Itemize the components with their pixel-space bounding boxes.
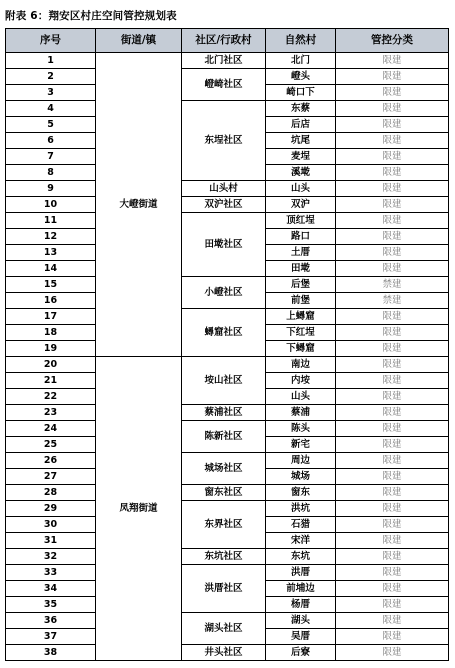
- table-row: [6, 453, 449, 469]
- control-cell: 限建: [336, 309, 449, 325]
- community-cell: 东界社区: [182, 501, 266, 549]
- row-index: 22: [6, 389, 96, 405]
- community-cell: 小嶝社区: [182, 277, 266, 309]
- village-cell: 洪坑: [266, 501, 336, 517]
- table-header-row: [6, 29, 449, 53]
- control-cell: 限建: [336, 597, 449, 613]
- village-cell: 南边: [266, 357, 336, 373]
- village-cell: 杨厝: [266, 597, 336, 613]
- community-cell: 井头社区: [182, 645, 266, 661]
- row-index: 26: [6, 453, 96, 469]
- control-cell: 限建: [336, 117, 449, 133]
- village-cell: 下红埕: [266, 325, 336, 341]
- row-index: 8: [6, 165, 96, 181]
- table-row: [6, 405, 449, 421]
- village-cell: 坑尾: [266, 133, 336, 149]
- control-cell: 限建: [336, 53, 449, 69]
- control-cell: 限建: [336, 405, 449, 421]
- control-cell: 限建: [336, 581, 449, 597]
- village-cell: 山头: [266, 389, 336, 405]
- table-row: [6, 213, 449, 229]
- row-index: 2: [6, 69, 96, 85]
- village-cell: 崎口下: [266, 85, 336, 101]
- village-cell: 周边: [266, 453, 336, 469]
- table-row: [6, 101, 449, 117]
- row-index: 24: [6, 421, 96, 437]
- community-cell: 蟳窟社区: [182, 309, 266, 357]
- control-cell: 禁建: [336, 293, 449, 309]
- header-community: 社区/行政村: [182, 29, 266, 53]
- control-cell: 限建: [336, 437, 449, 453]
- table-row: [6, 565, 449, 581]
- community-cell: 窗东社区: [182, 485, 266, 501]
- village-cell: 窗东: [266, 485, 336, 501]
- table-row: [6, 69, 449, 85]
- village-cell: 土厝: [266, 245, 336, 261]
- row-index: 37: [6, 629, 96, 645]
- village-cell: 路口: [266, 229, 336, 245]
- village-cell: 东坑: [266, 549, 336, 565]
- row-index: 27: [6, 469, 96, 485]
- control-cell: 限建: [336, 421, 449, 437]
- village-cell: 下蟳窟: [266, 341, 336, 357]
- control-cell: 限建: [336, 613, 449, 629]
- row-index: 10: [6, 197, 96, 213]
- row-index: 34: [6, 581, 96, 597]
- village-cell: 山头: [266, 181, 336, 197]
- control-cell: 限建: [336, 501, 449, 517]
- street-cell: 凤翔街道: [96, 357, 182, 661]
- header-village: 自然村: [266, 29, 336, 53]
- community-cell: 北门社区: [182, 53, 266, 69]
- control-cell: 禁建: [336, 277, 449, 293]
- row-index: 1: [6, 53, 96, 69]
- table-row: [6, 645, 449, 661]
- control-cell: 限建: [336, 341, 449, 357]
- control-cell: 限建: [336, 357, 449, 373]
- header-street: 街道/镇: [96, 29, 182, 53]
- village-control-table: [5, 28, 449, 661]
- table-row: [6, 181, 449, 197]
- community-cell: 东坑社区: [182, 549, 266, 565]
- control-cell: 限建: [336, 261, 449, 277]
- row-index: 14: [6, 261, 96, 277]
- table-row: [6, 53, 449, 69]
- row-index: 21: [6, 373, 96, 389]
- village-cell: 田墘: [266, 261, 336, 277]
- control-cell: 限建: [336, 229, 449, 245]
- community-cell: 东埕社区: [182, 101, 266, 181]
- village-cell: 石猎: [266, 517, 336, 533]
- control-cell: 限建: [336, 245, 449, 261]
- row-index: 12: [6, 229, 96, 245]
- control-cell: 限建: [336, 149, 449, 165]
- village-cell: 后店: [266, 117, 336, 133]
- row-index: 19: [6, 341, 96, 357]
- row-index: 5: [6, 117, 96, 133]
- row-index: 4: [6, 101, 96, 117]
- community-cell: 山头村: [182, 181, 266, 197]
- control-cell: 限建: [336, 549, 449, 565]
- row-index: 16: [6, 293, 96, 309]
- village-cell: 内垵: [266, 373, 336, 389]
- village-cell: 顶红埕: [266, 213, 336, 229]
- village-cell: 宋洋: [266, 533, 336, 549]
- village-cell: 上蟳窟: [266, 309, 336, 325]
- control-cell: 限建: [336, 69, 449, 85]
- row-index: 33: [6, 565, 96, 581]
- row-index: 23: [6, 405, 96, 421]
- row-index: 29: [6, 501, 96, 517]
- village-cell: 双沪: [266, 197, 336, 213]
- community-cell: 垵山社区: [182, 357, 266, 405]
- table-row: [6, 357, 449, 373]
- control-cell: 限建: [336, 629, 449, 645]
- table-row: [6, 501, 449, 517]
- table-row: [6, 549, 449, 565]
- village-cell: 麦埕: [266, 149, 336, 165]
- row-index: 28: [6, 485, 96, 501]
- row-index: 36: [6, 613, 96, 629]
- row-index: 17: [6, 309, 96, 325]
- community-cell: 嶝崎社区: [182, 69, 266, 101]
- row-index: 13: [6, 245, 96, 261]
- row-index: 7: [6, 149, 96, 165]
- control-cell: 限建: [336, 533, 449, 549]
- table-body: [6, 53, 449, 661]
- control-cell: 限建: [336, 165, 449, 181]
- row-index: 30: [6, 517, 96, 533]
- community-cell: 田墘社区: [182, 213, 266, 277]
- row-index: 20: [6, 357, 96, 373]
- control-cell: 限建: [336, 197, 449, 213]
- control-cell: 限建: [336, 469, 449, 485]
- table-row: [6, 197, 449, 213]
- row-index: 6: [6, 133, 96, 149]
- table-row: [6, 277, 449, 293]
- row-index: 18: [6, 325, 96, 341]
- table-row: [6, 421, 449, 437]
- village-cell: 东蔡: [266, 101, 336, 117]
- village-cell: 洪厝: [266, 565, 336, 581]
- row-index: 35: [6, 597, 96, 613]
- control-cell: 限建: [336, 373, 449, 389]
- row-index: 25: [6, 437, 96, 453]
- community-cell: 蔡浦社区: [182, 405, 266, 421]
- control-cell: 限建: [336, 645, 449, 661]
- village-cell: 湖头: [266, 613, 336, 629]
- control-cell: 限建: [336, 485, 449, 501]
- control-cell: 限建: [336, 325, 449, 341]
- control-cell: 限建: [336, 389, 449, 405]
- row-index: 11: [6, 213, 96, 229]
- community-cell: 陈新社区: [182, 421, 266, 453]
- village-cell: 溪墘: [266, 165, 336, 181]
- community-cell: 城场社区: [182, 453, 266, 485]
- control-cell: 限建: [336, 181, 449, 197]
- row-index: 3: [6, 85, 96, 101]
- row-index: 15: [6, 277, 96, 293]
- header-index: 序号: [6, 29, 96, 53]
- row-index: 32: [6, 549, 96, 565]
- control-cell: 限建: [336, 133, 449, 149]
- control-cell: 限建: [336, 453, 449, 469]
- community-cell: 双沪社区: [182, 197, 266, 213]
- table-row: [6, 309, 449, 325]
- control-cell: 限建: [336, 565, 449, 581]
- control-cell: 限建: [336, 517, 449, 533]
- control-cell: 限建: [336, 213, 449, 229]
- community-cell: 湖头社区: [182, 613, 266, 645]
- control-cell: 限建: [336, 101, 449, 117]
- village-cell: 陈头: [266, 421, 336, 437]
- table-row: [6, 485, 449, 501]
- village-cell: 新宅: [266, 437, 336, 453]
- village-cell: 蔡浦: [266, 405, 336, 421]
- row-index: 31: [6, 533, 96, 549]
- village-cell: 嶝头: [266, 69, 336, 85]
- header-control: 管控分类: [336, 29, 449, 53]
- row-index: 38: [6, 645, 96, 661]
- village-cell: 前堡: [266, 293, 336, 309]
- village-cell: 后堡: [266, 277, 336, 293]
- table-row: [6, 613, 449, 629]
- row-index: 9: [6, 181, 96, 197]
- street-cell: 大嶝街道: [96, 53, 182, 357]
- village-cell: 北门: [266, 53, 336, 69]
- village-cell: 吴厝: [266, 629, 336, 645]
- community-cell: 洪厝社区: [182, 565, 266, 613]
- village-cell: 前埔边: [266, 581, 336, 597]
- village-cell: 后寮: [266, 645, 336, 661]
- table-caption: 附表 6：翔安区村庄空间管控规划表: [5, 10, 177, 22]
- control-cell: 限建: [336, 85, 449, 101]
- village-cell: 城场: [266, 469, 336, 485]
